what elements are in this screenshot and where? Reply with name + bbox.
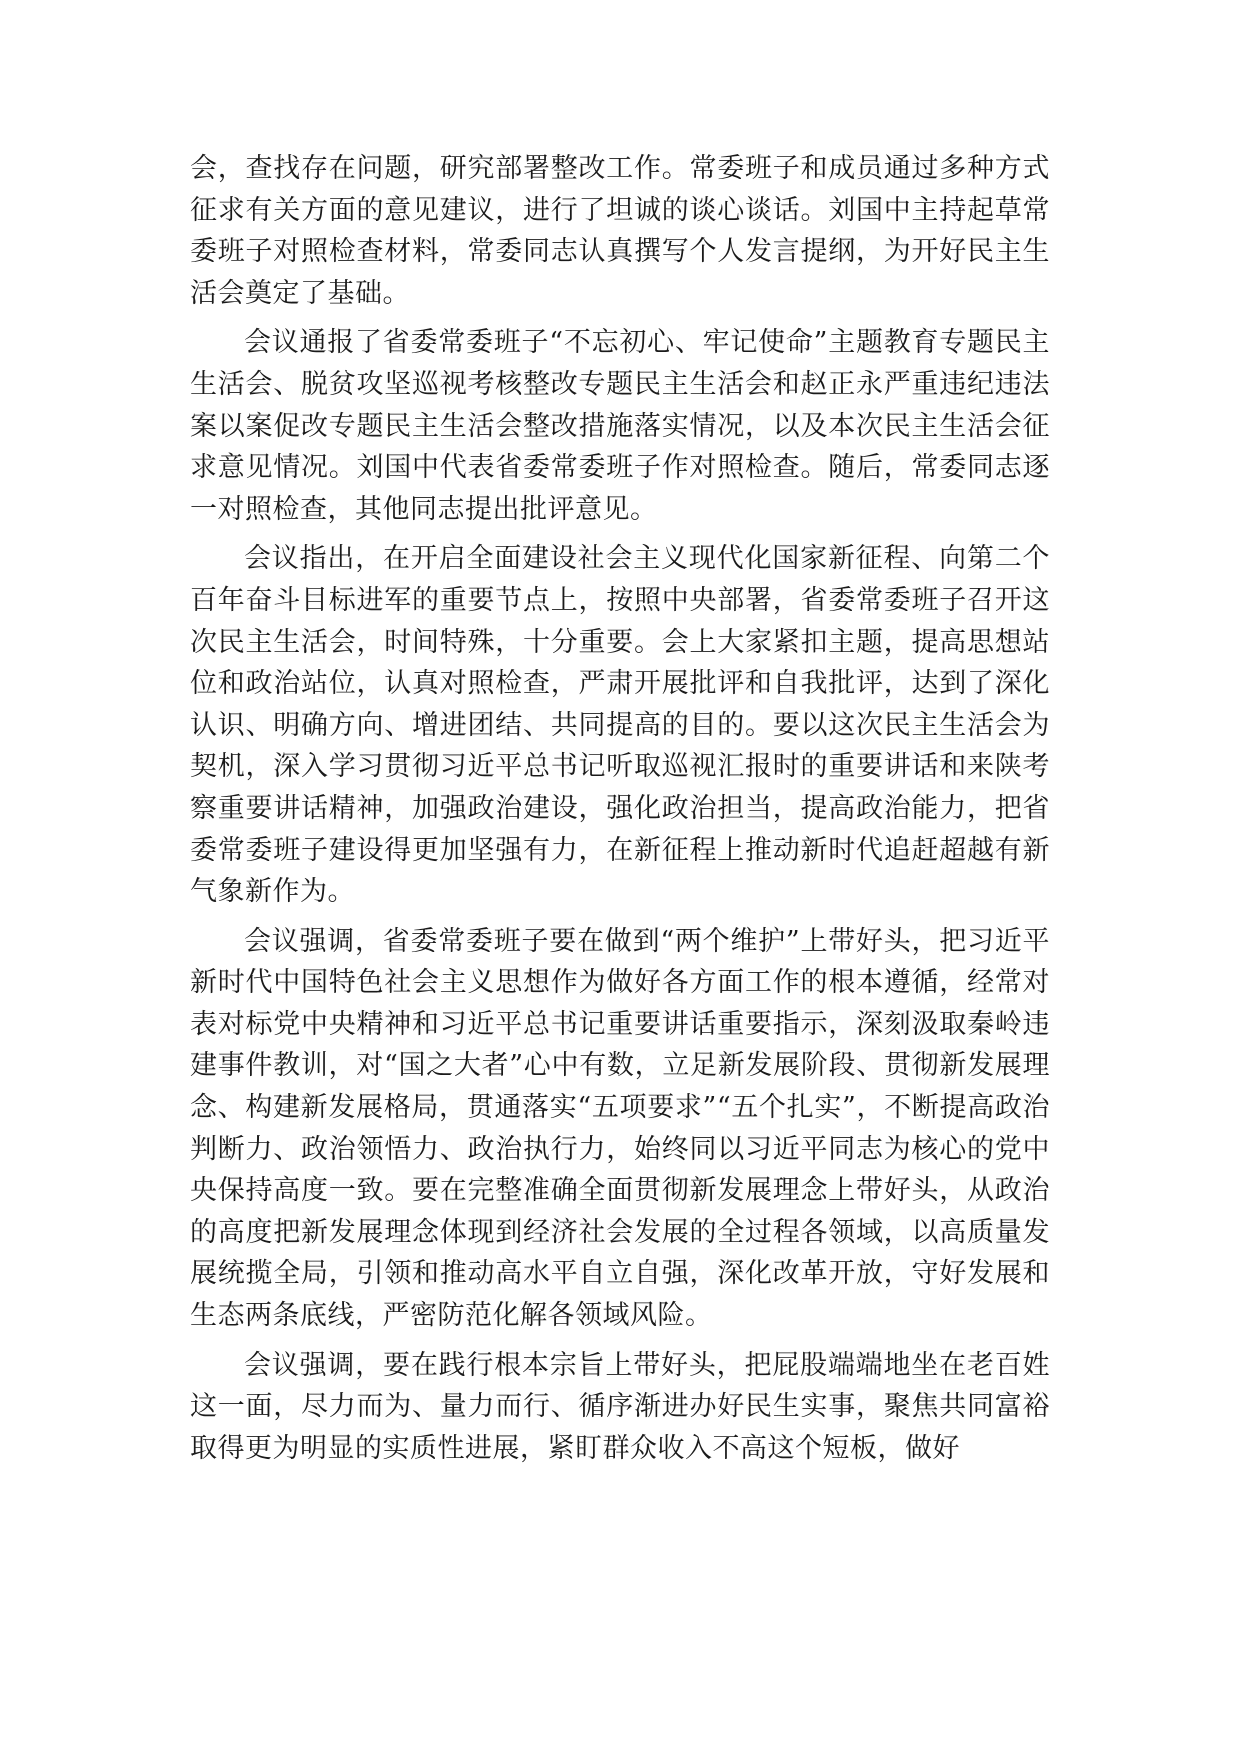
paragraph-meeting-report: 会议通报了省委常委班子“不忘初心、牢记使命”主题教育专题民主生活会、脱贫攻坚巡视考核整改专题民主生活会和赵正永严重违纪违法案以案促改专题民主生活会整改措施落实情况，以及本次民主生活会征求意见情况。刘国中代表省委常委班子作对照检查。随后，常委同志逐一对照检查，其他同志提出批评意见。 [190, 327, 1050, 525]
paragraph-meeting-emphasis-2: 会议强调，要在践行根本宗旨上带好头，把屁股端端地坐在老百姓这一面，尽力而为、量力而行、循序渐进办好民生实事，聚焦共同富裕取得更为明显的实质性进展，紧盯群众收入不高这个短板，做好 [190, 1349, 1050, 1464]
document-body [190, 148, 1050, 1469]
paragraph-continuation: 会，查找存在问题，研究部署整改工作。常委班子和成员通过多种方式征求有关方面的意见建议，进行了坦诚的谈心谈话。刘国中主持起草常委班子对照检查材料，常委同志认真撰写个人发言提纲，为开好民主生活会奠定了基础。 [190, 153, 1050, 309]
paragraph-meeting-emphasis: 会议强调，省委常委班子要在做到“两个维护”上带好头，把习近平新时代中国特色社会主义思想作为做好各方面工作的根本遵循，经常对表对标党中央精神和习近平总书记重要讲话重要指示，深刻汲取秦岭违建事件教训，对“国之大者”心中有数，立足新发展阶段、贯彻新发展理念、构建新发展格局，贯通落实“五项要求”“五个扎实”，不断提高政治判断力、政治领悟力、政治执行力，始终同以习近平同志为核心的党中央保持高度一致。要在完整准确全面贯彻新发展理念上带好头，从政治的高度把新发展理念体现到经济社会发展的全过程各领域，以高质量发展统揽全局，引领和推动高水平自立自强，深化改革开放，守好发展和生态两条底线，严密防范化解各领域风险。 [190, 925, 1050, 1332]
paragraph-meeting-points: 会议指出，在开启全面建设社会主义现代化国家新征程、向第二个百年奋斗目标进军的重要节点上，按照中央部署，省委常委班子召开这次民主生活会，时间特殊，十分重要。会上大家紧扣主题，提高思想站位和政治站位，认真对照检查，严肃开展批评和自我批评，达到了深化认识、明确方向、增进团结、共同提高的目的。要以这次民主生活会为契机，深入学习贯彻习近平总书记听取巡视汇报时的重要讲话和来陕考察重要讲话精神，加强政治建设，强化政治担当，提高政治能力，把省委常委班子建设得更加坚强有力，在新征程上推动新时代追赶超越有新气象新作为。 [190, 543, 1050, 908]
